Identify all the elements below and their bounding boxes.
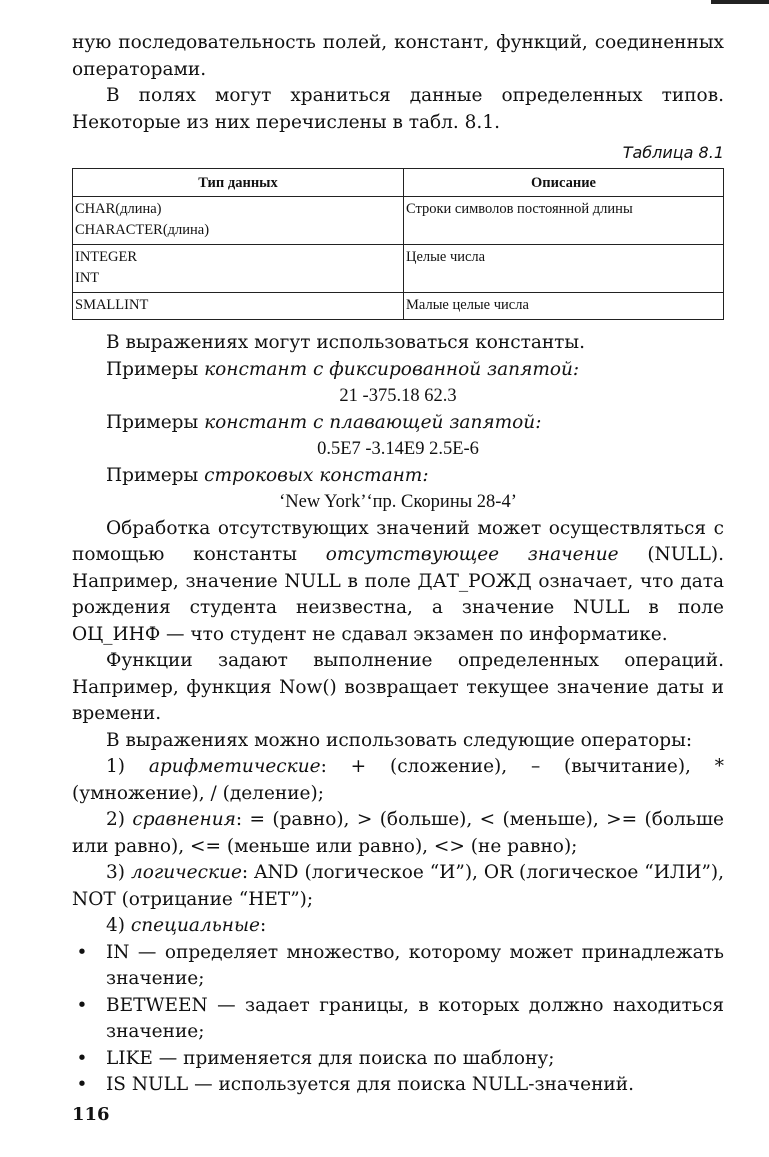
string-constants-examples: ‘New York’‘пр. Скорины 28-4’ <box>279 492 517 512</box>
scan-edge-mark <box>711 0 769 4</box>
text-segment: (NULL). Например, значение NULL в поле ДАТ_РОЖД означает, что дата рождения студента неизвестна, а значение NULL в поле ОЦ_ИНФ — что студент не сдавал экзамен по информатике. <box>72 544 724 645</box>
operators-intro: В выражениях можно использовать следующие операторы: <box>106 729 693 751</box>
list-item-text: BETWEEN — задает границы, в которых должно находиться значение; <box>106 994 724 1042</box>
string-constants-line <box>72 463 724 490</box>
cell-description: Малые целые числа <box>404 293 724 320</box>
operators-logical <box>72 860 724 913</box>
page-body <box>72 30 724 1127</box>
cell-type <box>73 245 404 293</box>
text-prefix: Примеры <box>106 411 205 433</box>
float-constants-line <box>72 410 724 437</box>
bullet-icon: • <box>76 941 88 963</box>
page-number: 116 <box>72 1103 110 1125</box>
bullet-icon: • <box>76 994 88 1016</box>
item-number: 4) <box>106 915 131 936</box>
text-segment: Обработка отсутствующих значений может осуществляться с помощью константы <box>72 517 724 565</box>
list-item <box>72 1046 724 1073</box>
list-item-text: IS NULL — используется для поиска NULL-значений. <box>106 1074 634 1095</box>
text-segment: : + (сложение), – (вычитание), * (умножение), / (деление); <box>72 756 724 804</box>
text-segment: : = (равно), > (больше), < (меньше), >= (больше или равно), <= (меньше или равно), <> (не равно); <box>72 809 724 857</box>
term-special: специальные <box>130 915 261 936</box>
text-segment: : <box>260 915 267 936</box>
term-null: отсутствующее значение <box>325 544 619 565</box>
special-operators-list <box>72 940 724 1099</box>
constants-intro: В выражениях могут использоваться константы. <box>106 332 586 353</box>
table-caption: Таблица 8.1 <box>622 143 724 162</box>
term-fixed-point: констант с фиксированной запятой: <box>204 358 580 380</box>
paragraph-data-types: В полях могут храниться данные определенных типов. Некоторые из них перечислены в табл. 8.1. <box>72 85 724 133</box>
term-logical: логические <box>130 862 242 883</box>
table-header-row <box>73 169 724 197</box>
type-name: CHAR(длина) <box>75 201 162 217</box>
bullet-icon: • <box>76 1047 88 1069</box>
text-prefix: Примеры <box>106 464 205 486</box>
item-number: 1) <box>106 756 149 777</box>
operators-arithmetic <box>72 754 724 807</box>
functions-paragraph: Функции задают выполнение определенных операций. Например, функция Now() возвращает текущее значение даты и времени. <box>72 650 724 724</box>
cell-type <box>73 293 404 320</box>
item-number: 3) <box>106 862 131 883</box>
text-prefix: Примеры <box>106 358 205 380</box>
list-item <box>72 1072 724 1099</box>
text-segment: : AND (логическое “И”), OR (логическое “ИЛИ”), NOT (отрицание “НЕТ”); <box>72 862 725 910</box>
cell-description: Целые числа <box>404 245 724 293</box>
table-row <box>73 245 724 293</box>
list-item <box>72 940 724 993</box>
table-row <box>73 293 724 320</box>
float-constants-examples: 0.5E7 -3.14E9 2.5E-6 <box>317 439 479 459</box>
operators-special <box>72 913 724 940</box>
fixed-constants-examples: 21 -375.18 62.3 <box>339 386 457 406</box>
type-name: INT <box>75 270 100 286</box>
type-name: CHARACTER(длина) <box>75 222 210 238</box>
bullet-icon: • <box>76 1074 88 1095</box>
header-description: Описание <box>404 169 724 197</box>
type-name: SMALLINT <box>75 297 149 313</box>
term-string-constants: строковых констант: <box>204 464 429 486</box>
term-floating-point: констант с плавающей запятой: <box>204 411 542 433</box>
table-row <box>73 197 724 245</box>
list-item <box>72 993 724 1046</box>
operators-comparison <box>72 807 724 860</box>
list-item-text: IN — определяет множество, которому может принадлежать значение; <box>106 941 724 989</box>
list-item-text: LIKE — применяется для поиска по шаблону; <box>106 1047 555 1069</box>
header-type: Тип данных <box>73 169 404 197</box>
cell-type <box>73 197 404 245</box>
null-paragraph <box>72 516 724 649</box>
fixed-constants-line <box>72 357 724 384</box>
term-comparison: сравнения <box>132 809 236 830</box>
paragraph-continuation: ную последовательность полей, констант, функций, соединенных операторами. <box>72 32 724 80</box>
term-arithmetic: арифметические <box>148 756 321 777</box>
cell-description: Строки символов постоянной длины <box>404 197 724 245</box>
item-number: 2) <box>106 809 133 830</box>
data-types-table <box>72 168 724 320</box>
type-name: INTEGER <box>75 249 138 265</box>
